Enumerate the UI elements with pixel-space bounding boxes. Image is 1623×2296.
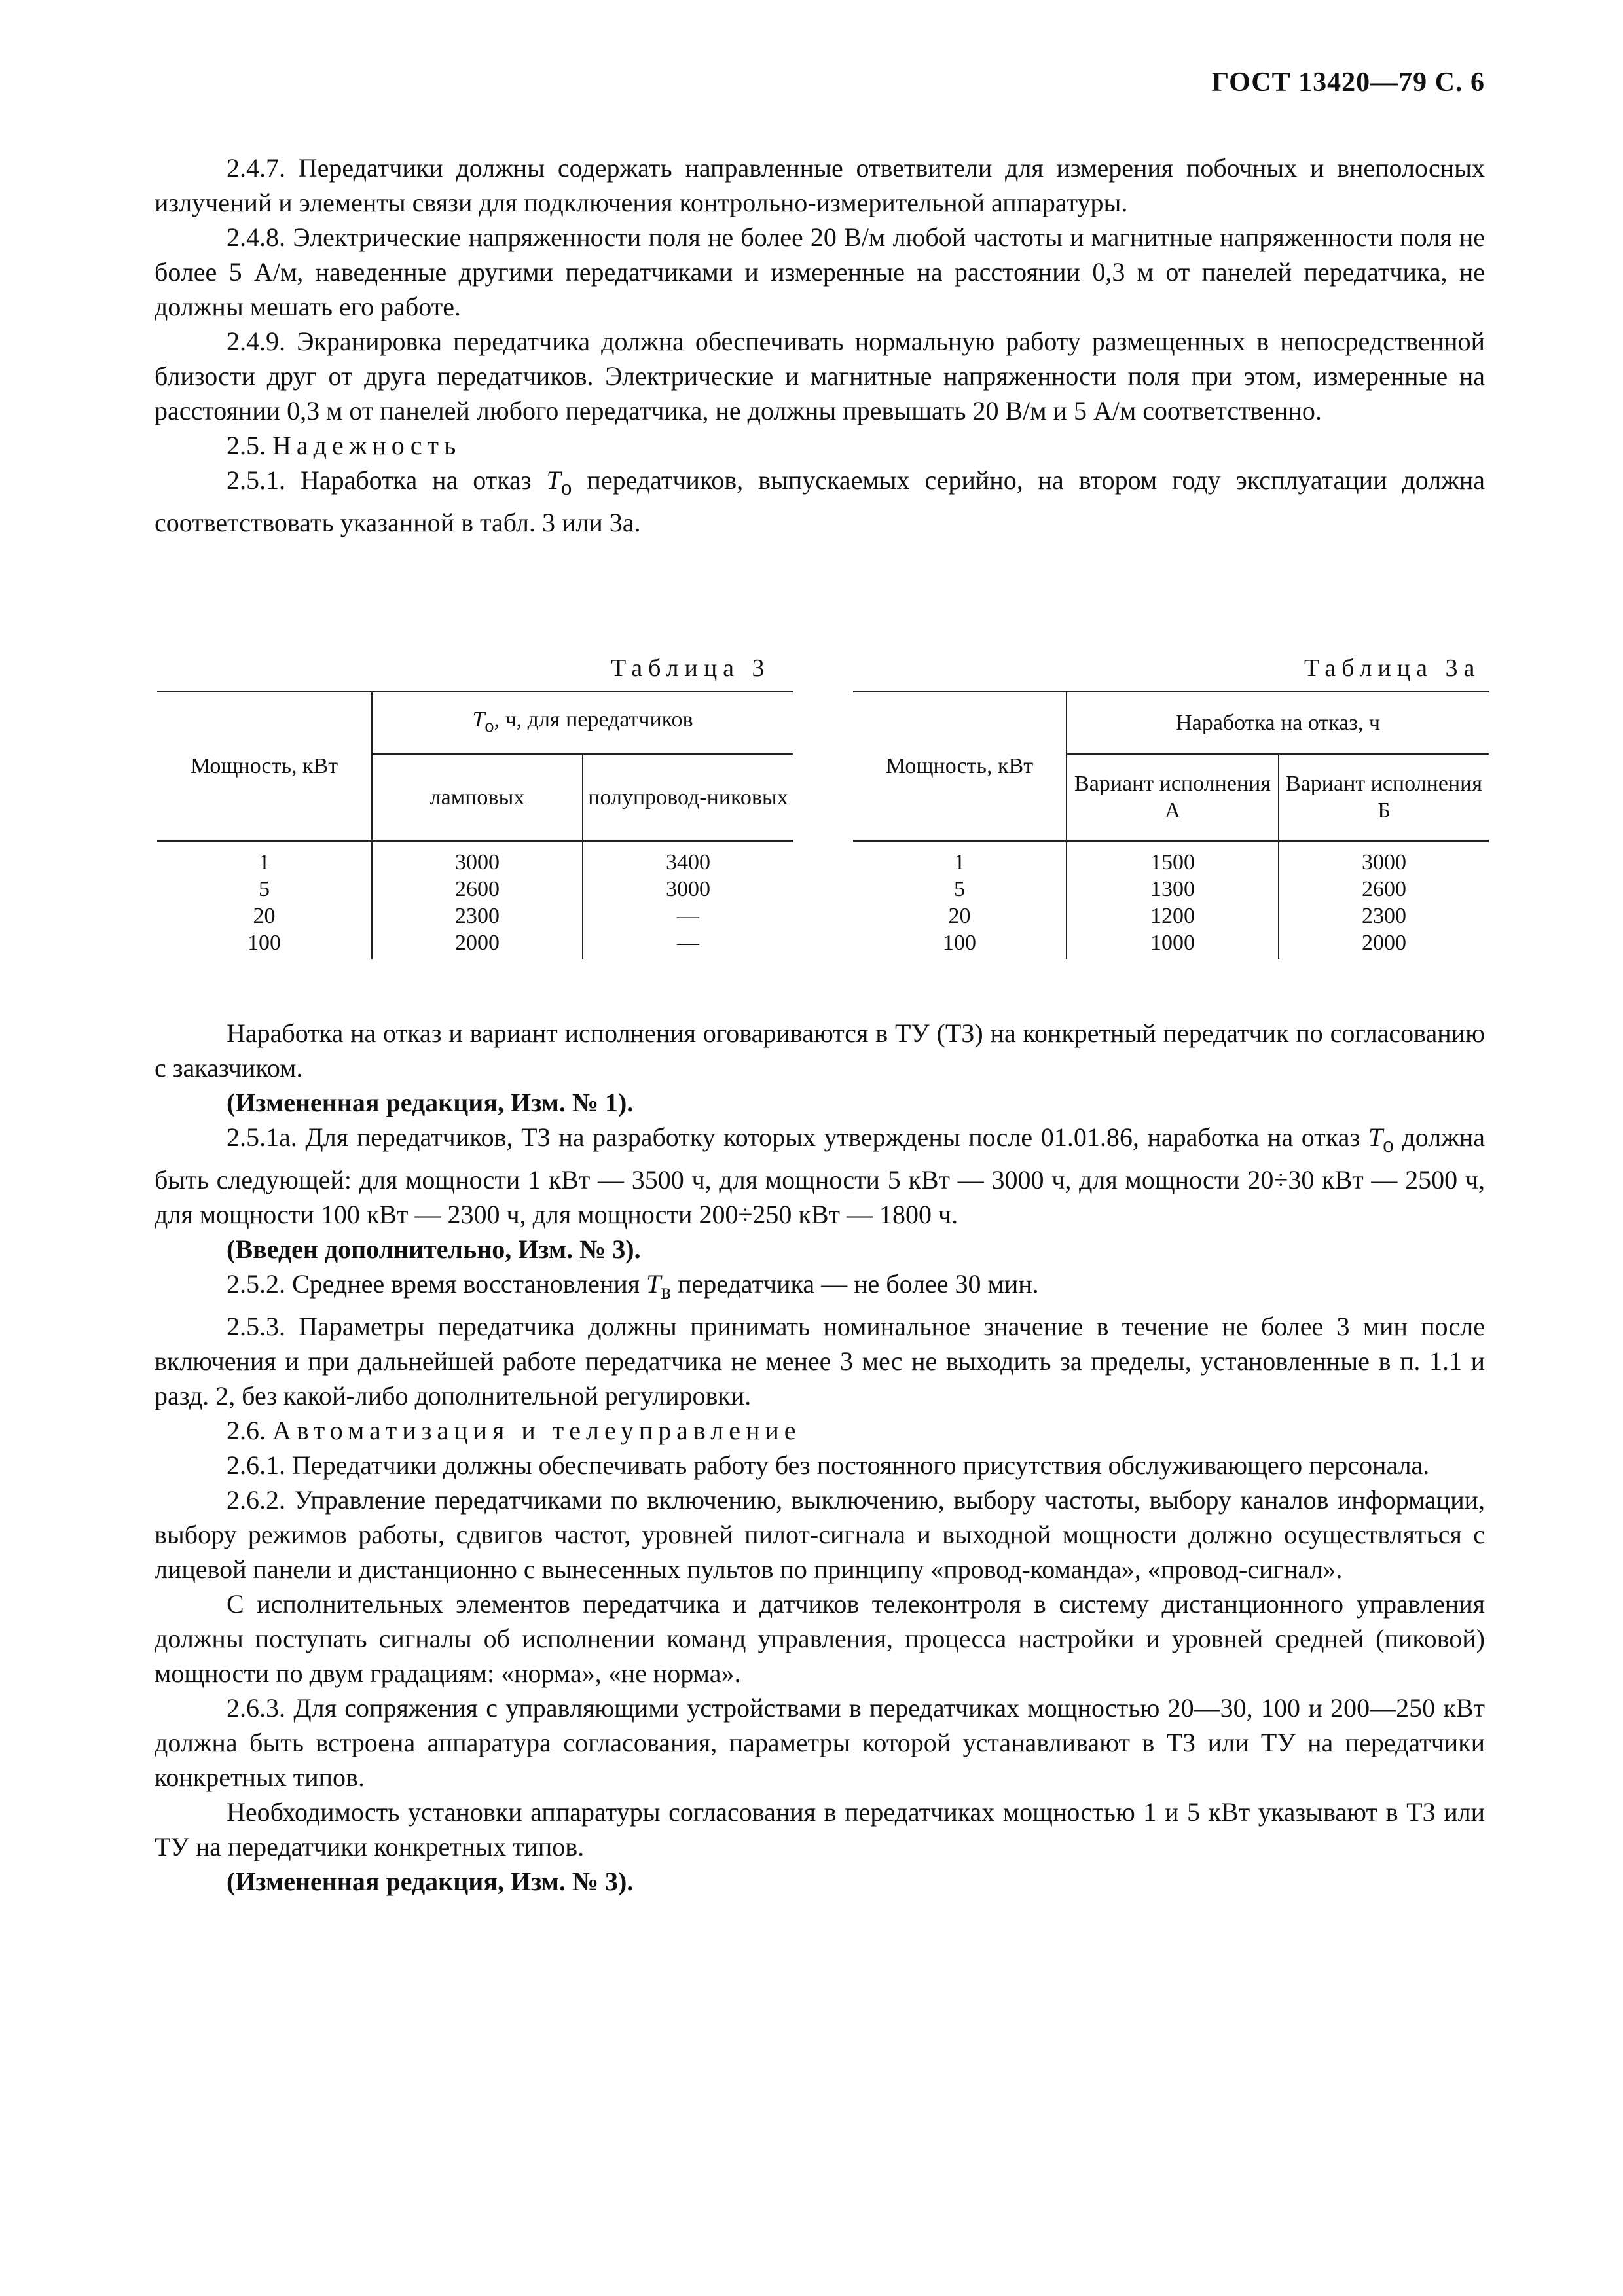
cell-power: 20 (948, 904, 971, 928)
symbol-var: T (1368, 1122, 1383, 1152)
table3-caption: Таблица 3 (611, 655, 771, 682)
cell-power: 5 (954, 877, 965, 901)
symbol-var: T (646, 1269, 661, 1299)
table3a-header-b: Вариант исполнения Б (1279, 754, 1489, 841)
symbol-sub: в (661, 1280, 672, 1304)
cell-lamp: 2300 (372, 903, 583, 929)
cell-variant-a: 1000 (1067, 929, 1279, 959)
symbol-sub: о (560, 476, 572, 500)
cell-variant-b: 3000 (1279, 841, 1489, 876)
table-row (157, 841, 793, 876)
text-run: передатчика — не более 30 мин. (671, 1269, 1039, 1299)
body-lower (155, 1016, 1485, 1899)
paragraph-2-4-9: 2.4.9. Экранировка передатчика должна обеспечивать нормальную работу размещенных в непосредственной близости друг от друга передатчиков. Электрические и магнитные напряженности поля при этом, измеренные на расстоянии 0,3 м от панелей любого передатчика, не должны превышать 20 В/м и 5 А/м соответственно. (155, 327, 1485, 425)
table3a-caption: Таблица 3а (1304, 655, 1481, 682)
edit-note-3a (155, 1232, 1485, 1266)
page-header: ГОСТ 13420—79 С. 6 (1211, 67, 1485, 98)
text-run: 2.5.1а. Для передатчиков, ТЗ на разработку которых утверждены после 01.01.86, наработка на отказ (227, 1122, 1368, 1152)
table-3a (853, 691, 1489, 959)
table-row (853, 876, 1489, 903)
table-row (853, 841, 1489, 876)
symbol-var: T (546, 465, 561, 495)
paragraph-2-5-1a (155, 1120, 1485, 1232)
section-number: 2.5. (227, 431, 266, 460)
table3-header-semi: полупровод-никовых (583, 754, 793, 841)
cell-lamp: 3000 (372, 841, 583, 876)
cell-variant-a: 1200 (1067, 903, 1279, 929)
table3a-header-a: Вариант исполнения А (1067, 754, 1279, 841)
symbol-var: T (472, 708, 485, 732)
section-title: Надежность (272, 431, 462, 460)
table-row (157, 903, 793, 929)
cell-lamp: 2600 (372, 876, 583, 903)
cell-power: 20 (253, 904, 276, 928)
paragraph-note: Наработка на отказ и вариант исполнения оговариваются в ТУ (ТЗ) на конкретный передатчик по согласованию с заказчиком. (155, 1018, 1485, 1083)
paragraph-2-4-8: 2.4.8. Электрические напряженности поля не более 20 В/м любой частоты и магнитные напряженности поля не более 5 А/м, наведенные другими передатчиками и измеренные на расстоянии 0,3 м от панелей передатчика, не должны мешать его работе. (155, 223, 1485, 321)
paragraph-2-6-1: 2.6.1. Передатчики должны обеспечивать работу без постоянного присутствия обслуживающего персонала. (227, 1450, 1430, 1480)
text-run: должна быть следующей: для мощности 1 кВт — 3500 ч, для мощности 5 кВт — 3000 ч, для мощности 20÷30 кВт — 2500 ч, для мощности 100 кВт — 2300 ч, для мощности 200÷250 кВт — 1800 ч. (155, 1122, 1485, 1229)
cell-variant-b: 2300 (1279, 903, 1489, 929)
text-run: 2.5.2. Среднее время восстановления (227, 1269, 647, 1299)
paragraph-2-4-7: 2.4.7. Передатчики должны содержать направленные ответвители для измерения побочных и внеполосных излучений и элементы связи для подключения контрольно-измерительной аппаратуры. (155, 153, 1485, 217)
cell-variant-a: 1300 (1067, 876, 1279, 903)
group-label: , ч, для передатчиков (494, 708, 693, 732)
paragraph-2-6-3-cont: Необходимость установки аппаратуры согласования в передатчиках мощностью 1 и 5 кВт указывают в ТЗ или ТУ на передатчики конкретных типов. (155, 1797, 1485, 1861)
symbol-sub: о (1383, 1133, 1394, 1157)
cell-semi: — (583, 903, 793, 929)
cell-power: 5 (259, 877, 270, 901)
edit-note-1 (155, 1085, 1485, 1120)
section-title: Автоматизация и телеуправление (272, 1416, 801, 1445)
cell-variant-b: 2000 (1279, 929, 1489, 959)
table-row (157, 876, 793, 903)
text-run: 2.5.1. Наработка на отказ (227, 465, 547, 495)
cell-variant-a: 1500 (1067, 841, 1279, 876)
table3-header-lamp: ламповых (372, 754, 583, 841)
cell-variant-b: 2600 (1279, 876, 1489, 903)
table3-header-power: Мощность, кВт (157, 692, 372, 841)
body-upper (155, 151, 1485, 540)
cell-semi: 3000 (583, 876, 793, 903)
edit-note-text: (Измененная редакция, Изм. № 3). (227, 1867, 634, 1896)
table3a-header-group: Наработка на отказ, ч (1067, 692, 1489, 754)
paragraph-2-6-2: 2.6.2. Управление передатчиками по включению, выключению, выбору частоты, выбору каналов информации, выбору режимов работы, сдвигов частот, уровней пилот-сигнала и выходной мощности должно осуществляться с лицевой панели и дистанционно с вынесенных пультов по принципу «провод-команда», «провод-сигнал». (155, 1485, 1485, 1584)
cell-power: 1 (157, 841, 372, 876)
edit-note-text: (Введен дополнительно, Изм. № 3). (227, 1234, 641, 1264)
cell-semi: 3400 (583, 841, 793, 876)
table-3 (157, 691, 793, 959)
cell-power: 100 (247, 931, 281, 955)
table3-header-group (372, 692, 793, 754)
paragraph-2-5-1 (155, 463, 1485, 540)
table-row (853, 929, 1489, 959)
section-number: 2.6. (227, 1416, 266, 1445)
table-row (157, 929, 793, 959)
section-heading-2-5 (155, 428, 1485, 463)
paragraph-2-6-3: 2.6.3. Для сопряжения с управляющими устройствами в передатчиках мощностью 20—30, 100 и 200—250 кВт должна быть встроена аппаратура согласования, параметры которой устанавливают в ТЗ или ТУ на передатчики конкретных типов. (155, 1693, 1485, 1792)
cell-semi: — (583, 929, 793, 959)
cell-power: 1 (853, 841, 1067, 876)
paragraph-2-5-2 (155, 1266, 1485, 1309)
edit-note-text: (Измененная редакция, Изм. № 1). (227, 1088, 634, 1117)
cell-lamp: 2000 (372, 929, 583, 959)
paragraph-2-6-2-cont: С исполнительных элементов передатчика и датчиков телеконтроля в систему дистанционного управления должны поступать сигналы об исполнении команд управления, процесса настройки и уровней средней (пиковой) мощности по двум градациям: «норма», «не норма». (155, 1589, 1485, 1688)
table3a-header-power: Мощность, кВт (853, 692, 1067, 841)
edit-note-3b (155, 1864, 1485, 1899)
cell-power: 100 (943, 931, 976, 955)
symbol-sub: о (484, 715, 494, 736)
text-run: передатчиков, выпускаемых серийно, на втором году эксплуатации должна соответствовать указанной в табл. 3 или 3а. (155, 465, 1486, 537)
section-heading-2-6 (155, 1413, 1485, 1448)
table-row (853, 903, 1489, 929)
paragraph-2-5-3: 2.5.3. Параметры передатчика должны принимать номинальное значение в течение не более 3 мин после включения и при дальнейшей работе передатчика не менее 3 мес не выходить за пределы, установленные в п. 1.1 и разд. 2, без какой-либо дополнительной регулировки. (155, 1312, 1485, 1410)
